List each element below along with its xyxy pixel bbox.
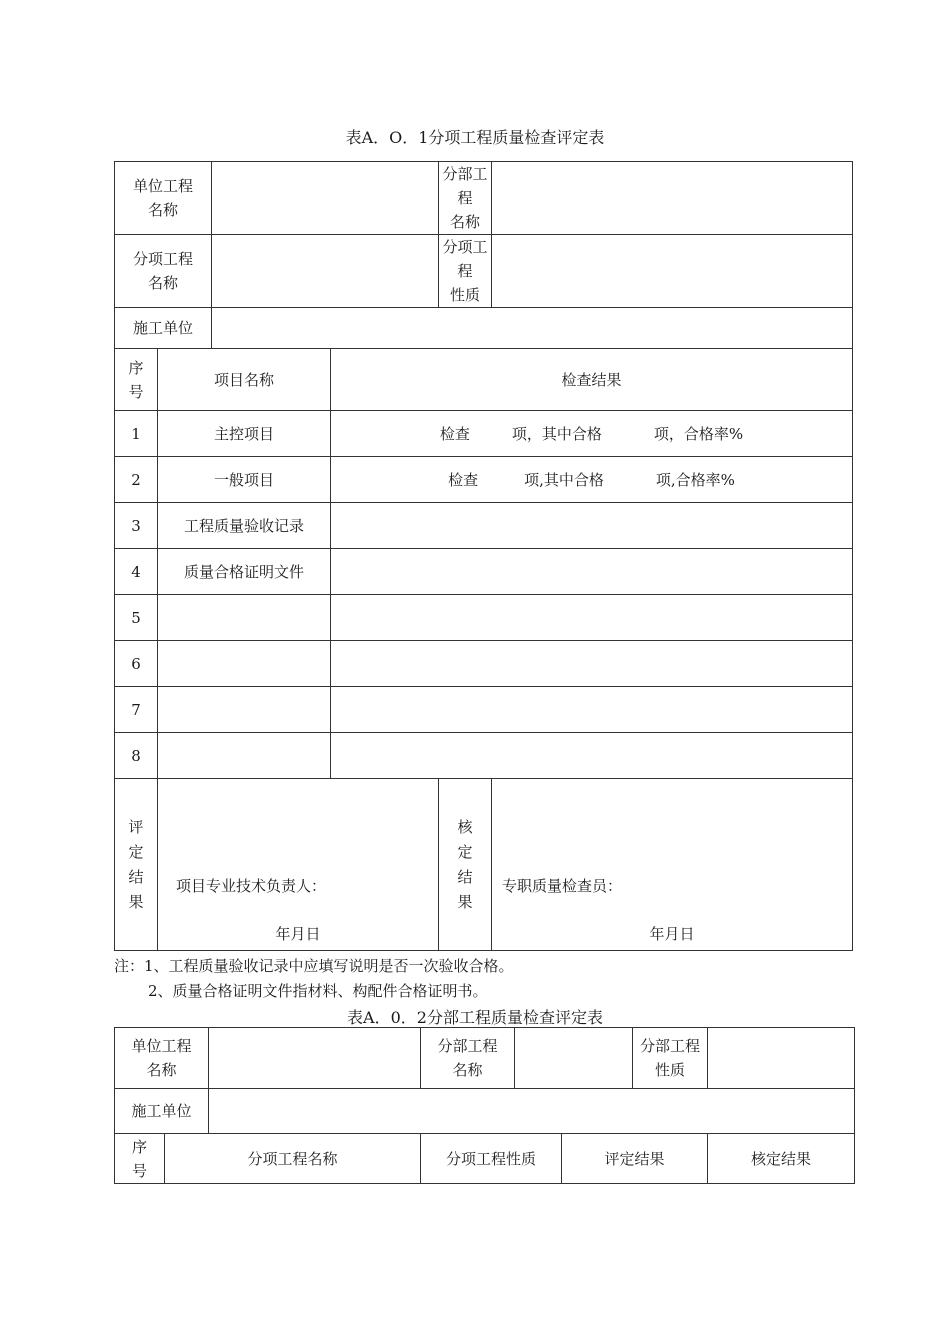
table-row xyxy=(115,641,853,687)
unit-project-label: 单位工程 名称 xyxy=(115,162,212,235)
note-2: 2、质量合格证明文件指材料、构配件合格证明书。 xyxy=(148,982,488,1000)
table-row xyxy=(115,503,853,549)
verify-result-header: 核定结果 xyxy=(708,1134,855,1184)
table2-title: 表A．0．2分部工程质量检查评定表 xyxy=(347,1008,603,1027)
verify-result-label: 核 定 结 果 xyxy=(439,779,492,951)
eval-result-header: 评定结果 xyxy=(562,1134,708,1184)
unit-project-value[interactable] xyxy=(212,162,439,235)
seq-header-2: 序 号 xyxy=(115,1134,165,1184)
row-item-name[interactable] xyxy=(158,641,331,687)
unit-project-value-2[interactable] xyxy=(209,1028,421,1089)
row-number: 4 xyxy=(115,549,158,595)
verify-signer-label: 专职质量检查员： xyxy=(502,876,623,895)
row-result[interactable] xyxy=(331,549,853,595)
subitem-project-label: 分项工程 名称 xyxy=(115,235,212,308)
subitem-nature-header: 分项工程性质 xyxy=(421,1134,562,1184)
verify-date-label: 年月日 xyxy=(649,924,695,943)
eval-signature-area[interactable] xyxy=(158,779,439,951)
seq-header: 序 号 xyxy=(115,349,158,411)
row-item-name[interactable] xyxy=(158,733,331,779)
row-number: 5 xyxy=(115,595,158,641)
row-item-name: 工程质量验收记录 xyxy=(158,503,331,549)
contractor-value[interactable] xyxy=(212,308,853,349)
table-row xyxy=(115,595,853,641)
row-item-name: 一般项目 xyxy=(158,457,331,503)
row-item-name[interactable] xyxy=(158,595,331,641)
table1-title: 表A．O．1分项工程质量检查评定表 xyxy=(345,128,605,147)
contractor-value-2[interactable] xyxy=(209,1089,855,1134)
row-result[interactable] xyxy=(331,687,853,733)
eval-date-label: 年月日 xyxy=(275,924,321,943)
row-number: 3 xyxy=(115,503,158,549)
table-row xyxy=(115,687,853,733)
subitem-nature-label: 分项工程 性质 xyxy=(439,235,492,308)
row-result[interactable] xyxy=(331,733,853,779)
subitem-project-value[interactable] xyxy=(212,235,439,308)
division-project-label-2: 分部工程 名称 xyxy=(421,1028,515,1089)
row-result[interactable]: 检查 项,其中合格 项,合格率% xyxy=(331,457,853,503)
table-row xyxy=(115,457,853,503)
row-result[interactable]: 检查 项，其中合格 项，合格率% xyxy=(331,411,853,457)
subitem-name-header: 分项工程名称 xyxy=(165,1134,421,1184)
contractor-label: 施工单位 xyxy=(115,308,212,349)
division-nature-value[interactable] xyxy=(708,1028,855,1089)
row-number: 8 xyxy=(115,733,158,779)
eval-signer-label: 项目专业技术负责人： xyxy=(176,876,327,895)
row-number: 1 xyxy=(115,411,158,457)
row-number: 7 xyxy=(115,687,158,733)
result-header: 检查结果 xyxy=(331,349,853,411)
row-number: 2 xyxy=(115,457,158,503)
division-project-label: 分部工程 名称 xyxy=(439,162,492,235)
row-result[interactable] xyxy=(331,503,853,549)
division-project-value[interactable] xyxy=(492,162,853,235)
unit-project-label-2: 单位工程 名称 xyxy=(115,1028,209,1089)
row-item-name[interactable] xyxy=(158,687,331,733)
item-name-header: 项目名称 xyxy=(158,349,331,411)
row-number: 6 xyxy=(115,641,158,687)
verify-signature-area[interactable] xyxy=(492,779,853,951)
division-quality-table xyxy=(114,1027,855,1184)
note-1: 注：1、工程质量验收记录中应填写说明是否一次验收合格。 xyxy=(114,957,514,975)
contractor-label-2: 施工单位 xyxy=(115,1089,209,1134)
division-nature-label: 分部工程 性质 xyxy=(633,1028,708,1089)
division-project-value-2[interactable] xyxy=(515,1028,633,1089)
table-row xyxy=(115,549,853,595)
row-item-name: 质量合格证明文件 xyxy=(158,549,331,595)
eval-result-label: 评 定 结 果 xyxy=(115,779,158,951)
row-result[interactable] xyxy=(331,641,853,687)
row-result[interactable] xyxy=(331,595,853,641)
table-row xyxy=(115,733,853,779)
table-row xyxy=(115,411,853,457)
subitem-quality-table xyxy=(114,161,853,951)
row-item-name: 主控项目 xyxy=(158,411,331,457)
subitem-nature-value[interactable] xyxy=(492,235,853,308)
